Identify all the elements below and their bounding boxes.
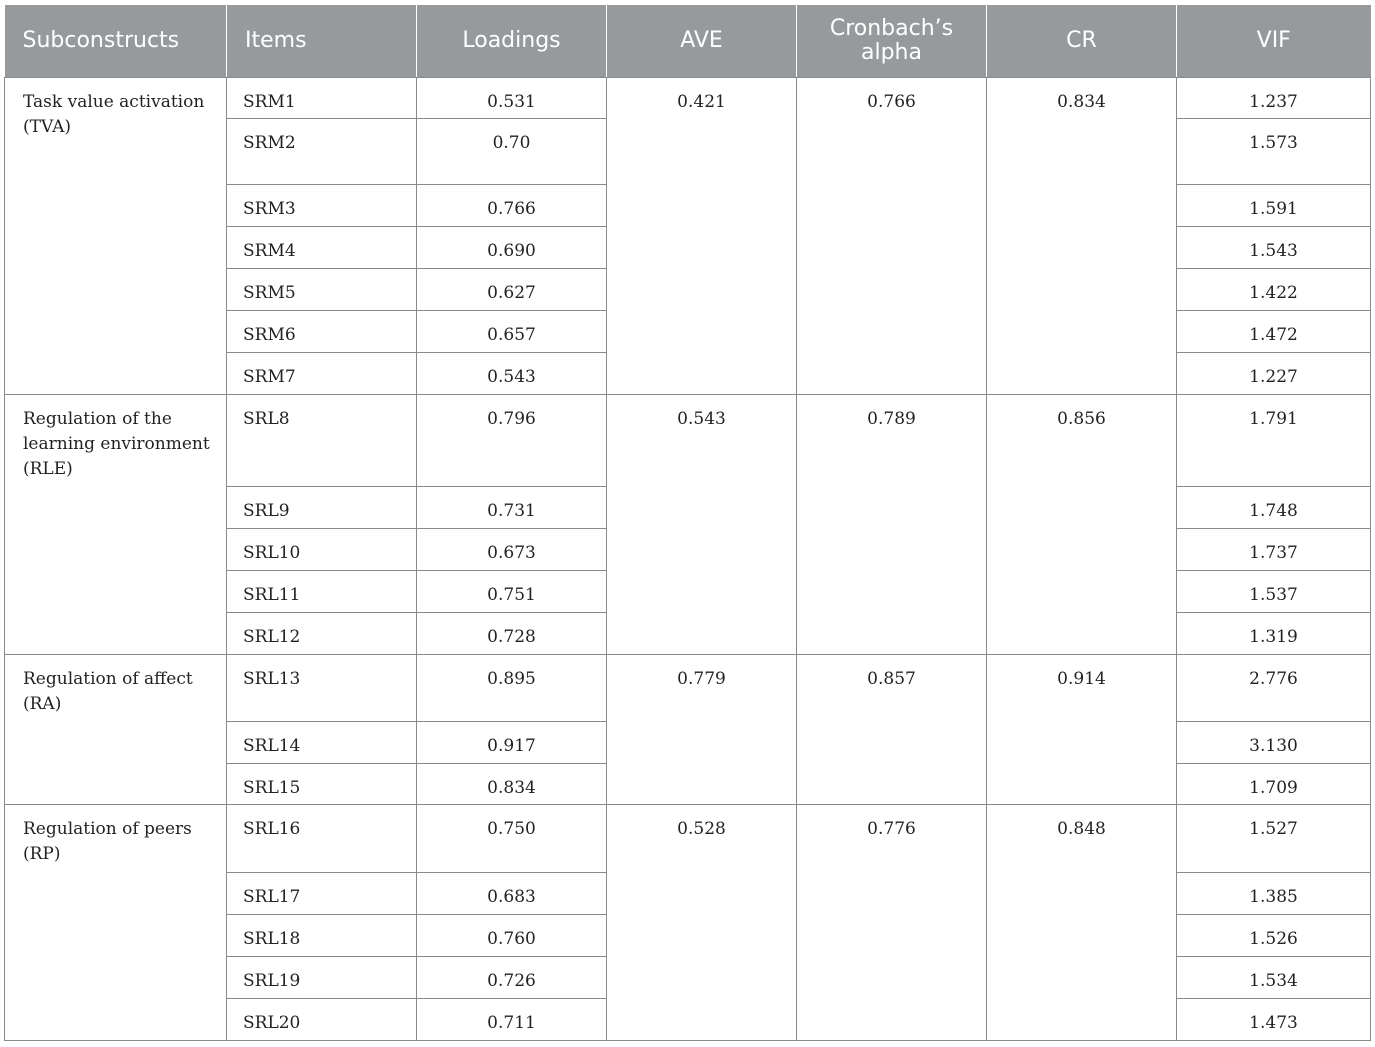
header-loadings: Loadings: [417, 5, 607, 78]
loading-cell: 0.70: [417, 119, 607, 185]
vif-cell: 1.537: [1177, 571, 1371, 613]
item-cell: SRL17: [227, 873, 417, 915]
loading-cell: 0.543: [417, 353, 607, 395]
loading-cell: 0.627: [417, 269, 607, 311]
vif-cell: 2.776: [1177, 655, 1371, 722]
loading-cell: 0.895: [417, 655, 607, 722]
loading-cell: 0.683: [417, 873, 607, 915]
vif-cell: 1.534: [1177, 957, 1371, 999]
table-row: [5, 78, 1371, 119]
item-cell: SRM7: [227, 353, 417, 395]
vif-cell: 1.526: [1177, 915, 1371, 957]
loading-cell: 0.917: [417, 722, 607, 764]
vif-cell: 1.237: [1177, 78, 1371, 119]
item-cell: SRL11: [227, 571, 417, 613]
vif-cell: 1.737: [1177, 529, 1371, 571]
item-cell: SRL19: [227, 957, 417, 999]
ave-cell: 0.779: [607, 655, 797, 805]
ave-cell: 0.528: [607, 805, 797, 1041]
table-row: [5, 655, 1371, 722]
item-cell: SRL9: [227, 487, 417, 529]
vif-cell: 1.385: [1177, 873, 1371, 915]
loading-cell: 0.690: [417, 227, 607, 269]
vif-cell: 1.573: [1177, 119, 1371, 185]
item-cell: SRL16: [227, 805, 417, 873]
item-cell: SRL15: [227, 764, 417, 805]
table-row: [5, 395, 1371, 487]
loading-cell: 0.731: [417, 487, 607, 529]
vif-cell: 1.748: [1177, 487, 1371, 529]
alpha-cell: 0.857: [797, 655, 987, 805]
cr-cell: 0.856: [987, 395, 1177, 655]
vif-cell: 1.319: [1177, 613, 1371, 655]
subconstruct-cell: Regulation of the learning environment (RLE): [5, 395, 227, 655]
header-subconstructs: Subconstructs: [5, 5, 227, 78]
item-cell: SRL10: [227, 529, 417, 571]
alpha-cell: 0.789: [797, 395, 987, 655]
header-cr: CR: [987, 5, 1177, 78]
header-items: Items: [227, 5, 417, 78]
vif-cell: 1.473: [1177, 999, 1371, 1041]
cr-cell: 0.834: [987, 78, 1177, 395]
loading-cell: 0.766: [417, 185, 607, 227]
item-cell: SRM2: [227, 119, 417, 185]
subconstruct-cell: Regulation of affect (RA): [5, 655, 227, 805]
item-cell: SRL12: [227, 613, 417, 655]
vif-cell: 3.130: [1177, 722, 1371, 764]
header-cronbachs-alpha-text: Cronbach’s alpha: [829, 16, 954, 65]
vif-cell: 1.527: [1177, 805, 1371, 873]
loading-cell: 0.531: [417, 78, 607, 119]
vif-cell: 1.709: [1177, 764, 1371, 805]
header-ave: AVE: [607, 5, 797, 78]
item-cell: SRL20: [227, 999, 417, 1041]
loading-cell: 0.750: [417, 805, 607, 873]
item-cell: SRM6: [227, 311, 417, 353]
cr-cell: 0.848: [987, 805, 1177, 1041]
alpha-cell: 0.776: [797, 805, 987, 1041]
loading-cell: 0.751: [417, 571, 607, 613]
vif-cell: 1.591: [1177, 185, 1371, 227]
header-row: [5, 5, 1371, 78]
item-cell: SRM3: [227, 185, 417, 227]
vif-cell: 1.227: [1177, 353, 1371, 395]
results-table: [4, 5, 1371, 1041]
subconstruct-cell: Task value activation (TVA): [5, 78, 227, 395]
item-cell: SRL18: [227, 915, 417, 957]
item-cell: SRL14: [227, 722, 417, 764]
vif-cell: 1.472: [1177, 311, 1371, 353]
vif-cell: 1.543: [1177, 227, 1371, 269]
vif-cell: 1.422: [1177, 269, 1371, 311]
loading-cell: 0.760: [417, 915, 607, 957]
loading-cell: 0.711: [417, 999, 607, 1041]
subconstruct-cell: Regulation of peers (RP): [5, 805, 227, 1041]
alpha-cell: 0.766: [797, 78, 987, 395]
loading-cell: 0.728: [417, 613, 607, 655]
cr-cell: 0.914: [987, 655, 1177, 805]
header-cronbachs-alpha: [797, 5, 987, 78]
item-cell: SRL13: [227, 655, 417, 722]
item-cell: SRM4: [227, 227, 417, 269]
loading-cell: 0.673: [417, 529, 607, 571]
ave-cell: 0.421: [607, 78, 797, 395]
vif-cell: 1.791: [1177, 395, 1371, 487]
table-row: [5, 805, 1371, 873]
loading-cell: 0.796: [417, 395, 607, 487]
ave-cell: 0.543: [607, 395, 797, 655]
loading-cell: 0.657: [417, 311, 607, 353]
header-vif: VIF: [1177, 5, 1371, 78]
loading-cell: 0.834: [417, 764, 607, 805]
item-cell: SRM5: [227, 269, 417, 311]
item-cell: SRM1: [227, 78, 417, 119]
loading-cell: 0.726: [417, 957, 607, 999]
table-body: [5, 78, 1371, 1041]
item-cell: SRL8: [227, 395, 417, 487]
